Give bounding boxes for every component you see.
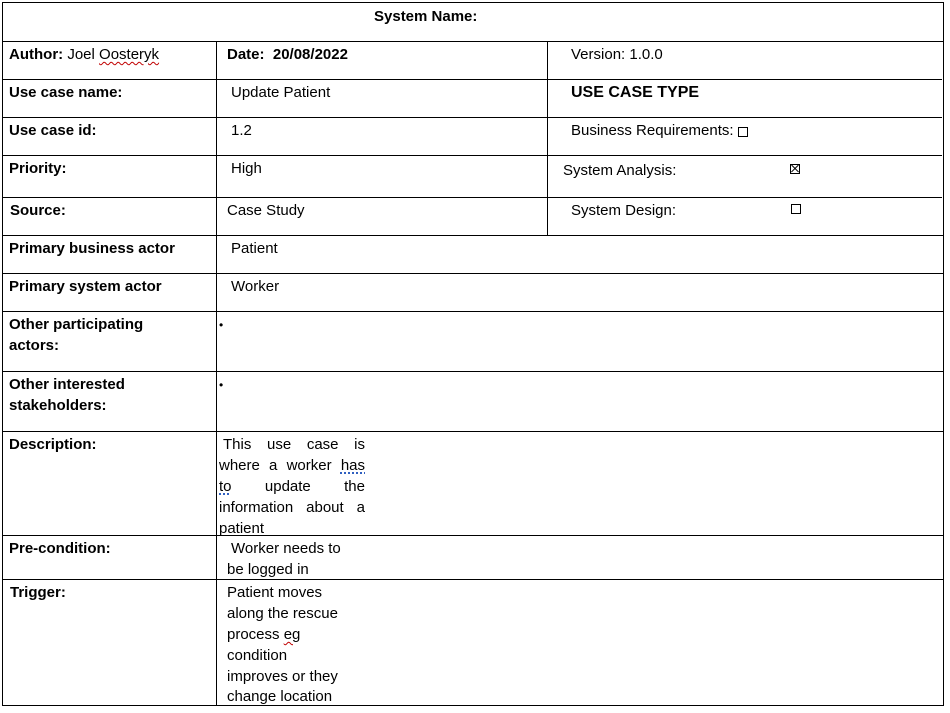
primary-business-actor-value: Patient	[231, 240, 278, 257]
trigger-label: Trigger:	[10, 584, 66, 601]
trigger-line: along the rescue	[227, 605, 338, 622]
description-word: to	[219, 478, 232, 495]
rule	[2, 41, 944, 42]
rule	[2, 371, 944, 372]
primary-system-actor-value: Worker	[231, 278, 280, 295]
description-line: patient	[219, 520, 265, 537]
description-label: Description:	[9, 436, 97, 453]
other-participating-actors-label-line2: actors:	[9, 337, 60, 354]
date-label: Date:	[227, 46, 265, 63]
rule	[2, 155, 942, 156]
description-line	[219, 455, 365, 476]
trigger-word: eg	[283, 626, 301, 643]
rule	[2, 431, 944, 432]
business-requirements-checkbox[interactable]	[738, 127, 748, 137]
system-design-label[interactable]: System Design:	[571, 202, 677, 219]
rule	[2, 705, 944, 706]
trigger-line: change location	[227, 688, 333, 705]
rule	[2, 2, 3, 706]
description-text	[219, 434, 365, 539]
trigger-line: condition	[227, 647, 288, 664]
priority-value: High	[231, 160, 262, 177]
rule	[2, 235, 944, 236]
description-line	[219, 476, 365, 497]
date-value: 20/08/2022	[272, 46, 348, 63]
trigger-word: process	[227, 626, 280, 643]
pre-condition-line: Worker needs to	[231, 540, 341, 557]
author-cell	[9, 44, 159, 65]
source-value: Case Study	[227, 202, 305, 219]
system-analysis-label[interactable]: System Analysis:	[563, 162, 677, 179]
rule	[2, 197, 942, 198]
use-case-form	[2, 2, 944, 706]
use-case-name-label: Use case name:	[9, 84, 123, 101]
rule	[2, 273, 944, 274]
business-requirements-label: Business Requirements:	[571, 122, 734, 139]
author-last-name: Oosteryk	[99, 46, 160, 63]
description-word: where a worker	[219, 457, 332, 474]
trigger-line: improves or they	[227, 668, 338, 685]
priority-label: Priority:	[9, 160, 67, 177]
system-name-label: System Name:	[374, 8, 478, 25]
pre-condition-label: Pre-condition:	[9, 540, 111, 557]
use-case-type-heading: USE CASE TYPE	[571, 84, 700, 101]
rule	[216, 41, 217, 706]
primary-system-actor-label: Primary system actor	[9, 278, 162, 295]
description-line: information about a	[219, 499, 365, 516]
trigger-line: Patient moves	[227, 584, 323, 601]
description-word: update the	[264, 478, 365, 495]
rule	[2, 2, 944, 3]
primary-business-actor-label: Primary business actor	[9, 240, 175, 257]
version-value: Version: 1.0.0	[571, 46, 663, 63]
description-word: has	[340, 457, 365, 474]
use-case-id-value: 1.2	[231, 122, 252, 139]
business-requirements-option[interactable]	[571, 120, 748, 141]
trigger-line	[227, 624, 300, 645]
author-first-name: Joel	[67, 46, 95, 63]
author-label: Author:	[9, 46, 64, 63]
rule	[943, 2, 944, 706]
other-interested-stakeholders-bullet: •	[219, 378, 224, 392]
other-interested-stakeholders-label-line2: stakeholders:	[9, 397, 107, 414]
other-participating-actors-label-line1: Other participating	[9, 316, 144, 333]
pre-condition-line: be logged in	[227, 561, 309, 578]
description-line: This use case is	[223, 436, 365, 453]
system-analysis-checkbox[interactable]	[790, 164, 800, 174]
rule	[2, 311, 944, 312]
rule	[547, 41, 548, 236]
rule	[2, 117, 942, 118]
rule	[2, 79, 942, 80]
other-interested-stakeholders-label-line1: Other interested	[9, 376, 125, 393]
source-label: Source:	[10, 202, 66, 219]
date-cell	[227, 44, 348, 65]
rule	[2, 579, 944, 580]
system-design-checkbox[interactable]	[791, 204, 801, 214]
use-case-name-value: Update Patient	[231, 84, 331, 101]
use-case-id-label: Use case id:	[9, 122, 97, 139]
rule	[2, 535, 944, 536]
other-participating-actors-bullet: •	[219, 318, 224, 332]
